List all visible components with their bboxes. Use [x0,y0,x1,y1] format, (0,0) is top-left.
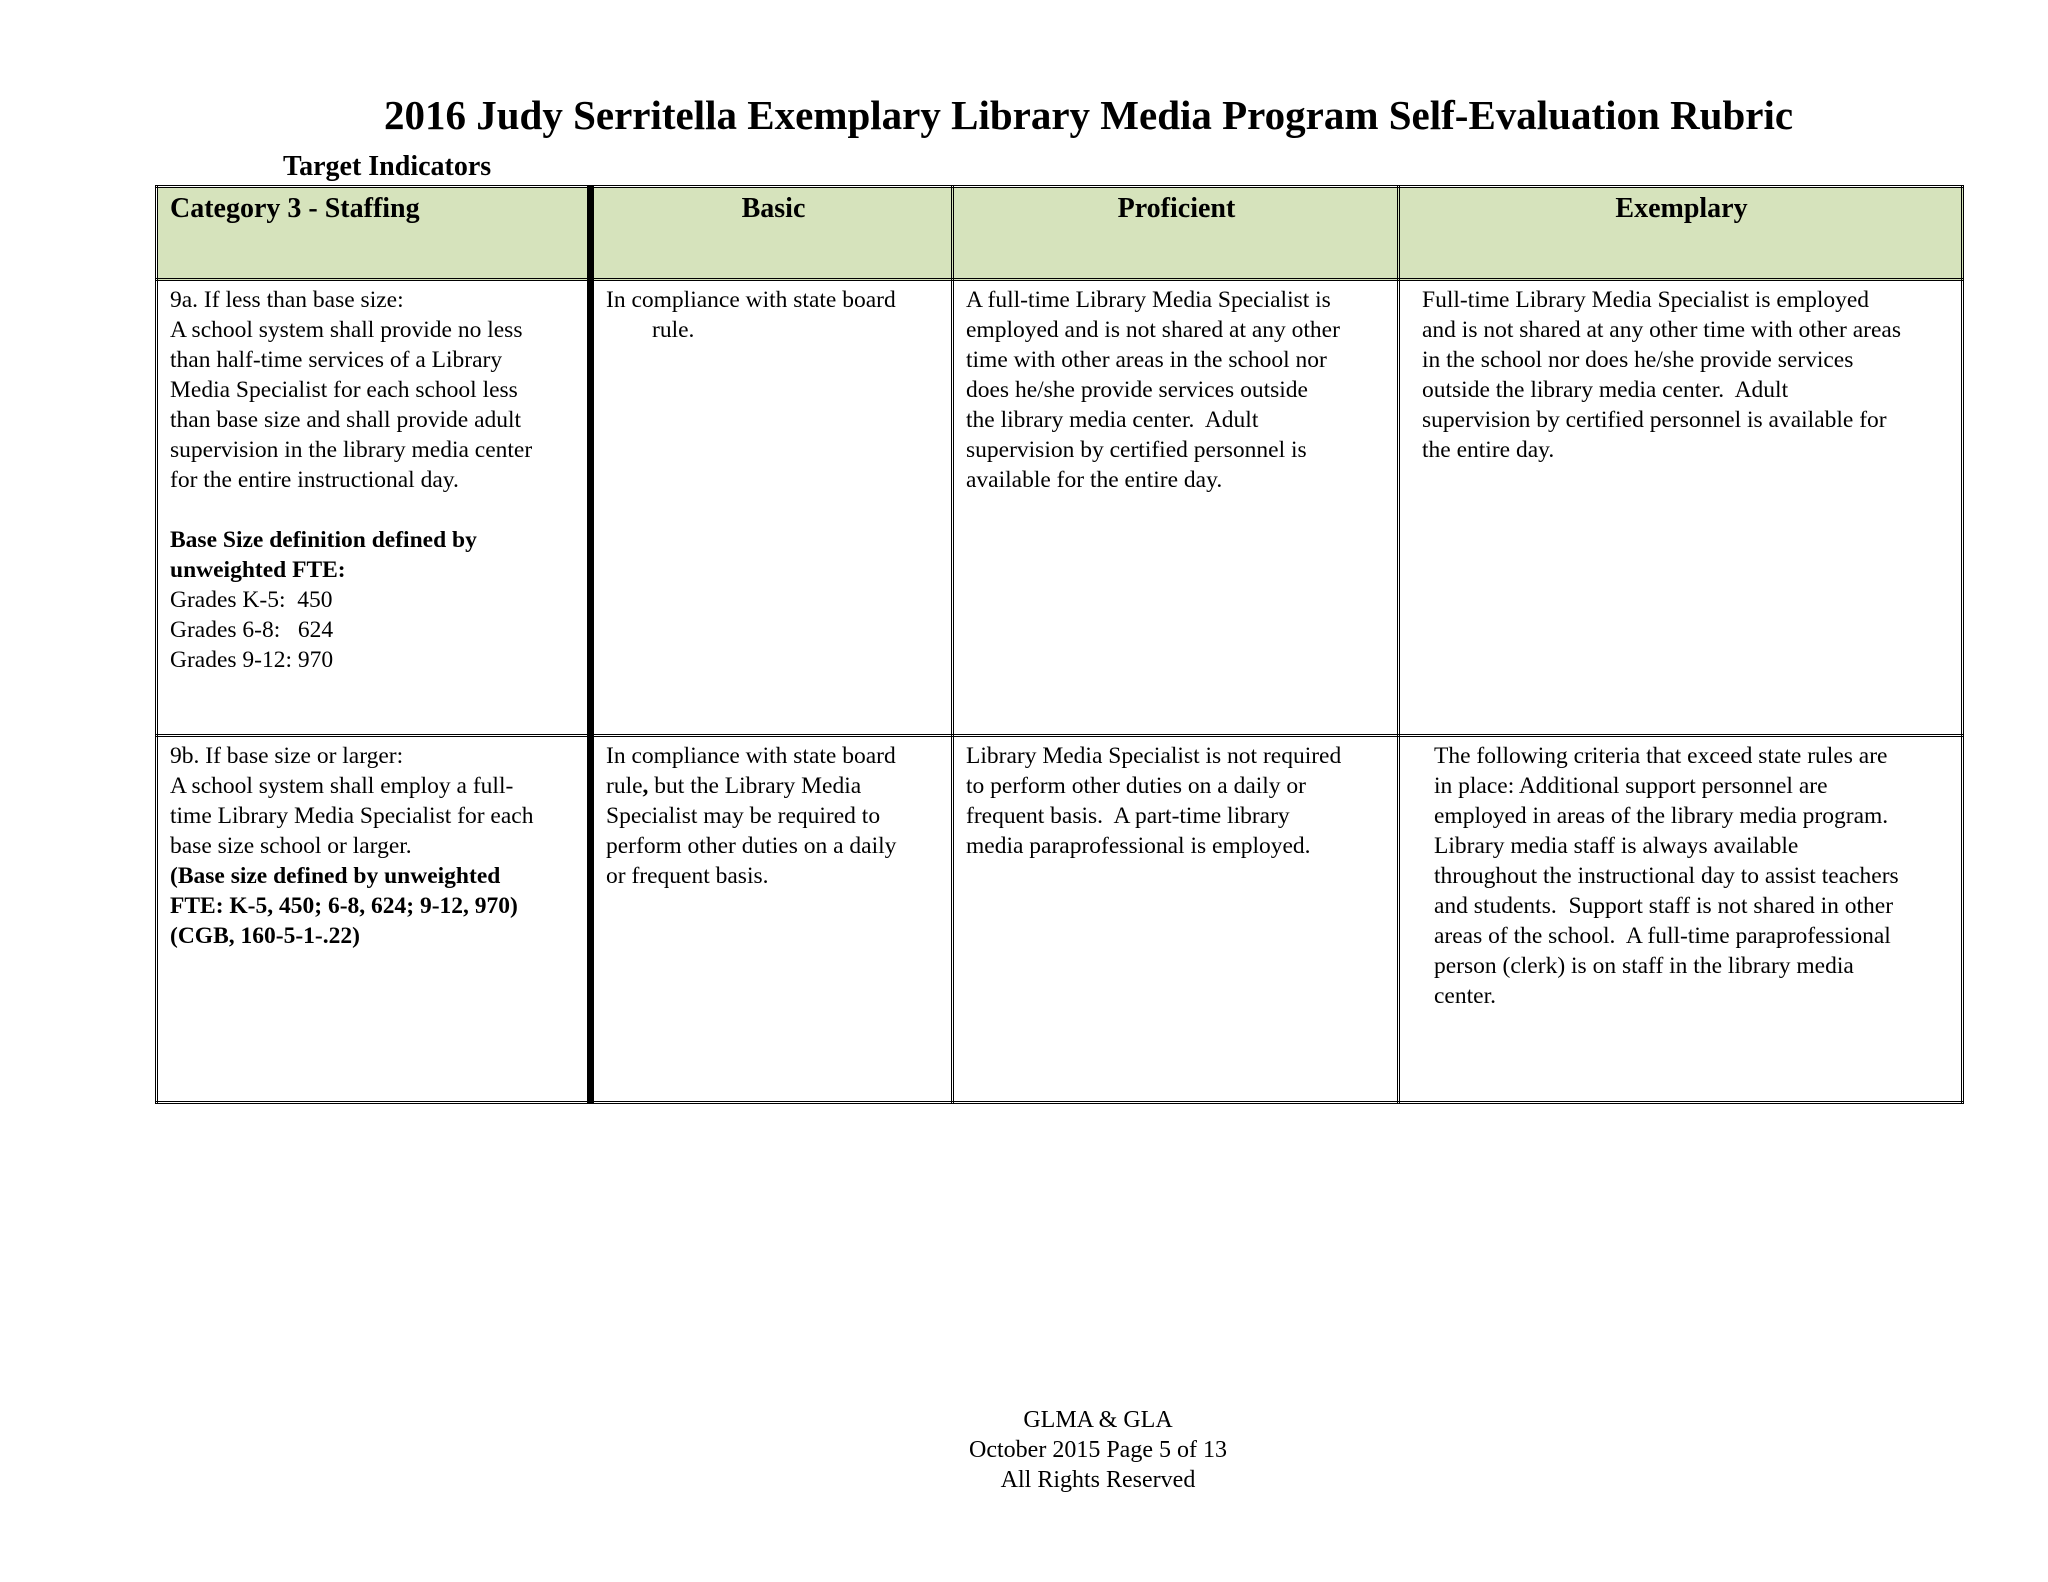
proficient-line: Library Media Specialist is not required [966,743,1342,769]
header-basic: Basic [591,187,953,280]
proficient-line: supervision by certified personnel is [966,437,1307,463]
indicator-line: time Library Media Specialist for each [170,803,534,829]
indicator-line: A school system shall provide no less [170,317,523,343]
cell-9a-exemplary [1399,280,1963,736]
grade-line: Grades 9-12: 970 [170,647,334,673]
indicator-line: Media Specialist for each school less [170,377,518,403]
basic-line: or frequent basis. [606,863,769,889]
definition-line: (Base size defined by unweighted [170,863,501,889]
page-subtitle: Target Indicators [283,151,492,182]
proficient-line: does he/she provide services outside [966,377,1308,403]
cell-9b-proficient [953,736,1399,1103]
exemplary-line: and is not shared at any other time with other areas [1422,317,1901,343]
header-exemplary: Exemplary [1399,187,1963,280]
exemplary-line: in place: Additional support personnel are [1434,773,1828,799]
proficient-line: time with other areas in the school nor [966,347,1327,373]
basic-word: rule [606,773,643,799]
proficient-line: available for the entire day. [966,467,1223,493]
page-title: 2016 Judy Serritella Exemplary Library Media Program Self-Evaluation Rubric [384,92,1794,138]
indicator-line: for the entire instructional day. [170,467,459,493]
indicator-line: base size school or larger. [170,833,412,859]
cell-9b-indicator [157,736,591,1103]
exemplary-line: throughout the instructional day to assist teachers [1434,863,1899,889]
grade-line: Grades 6-8: 624 [170,617,334,643]
basic-line: In compliance with state board [606,743,896,769]
basic-line: rule. [652,317,695,343]
cell-9a-indicator [157,280,591,736]
exemplary-line: Library media staff is always available [1434,833,1799,859]
table-row-9b [157,736,1963,1103]
exemplary-line: supervision by certified personnel is available for [1422,407,1887,433]
proficient-line: the library media center. Adult [966,407,1259,433]
table-row-9a [157,280,1963,736]
header-proficient: Proficient [953,187,1399,280]
basic-rest: but the Library Media [648,773,862,799]
cell-9b-exemplary [1399,736,1963,1103]
spacer [170,495,577,525]
header-category: Category 3 - Staffing [157,187,591,280]
proficient-line: to perform other duties on a daily or [966,773,1307,799]
definition-line: (CGB, 160-5-1-.22) [170,923,360,949]
footer-rights: All Rights Reserved [1000,1467,1196,1493]
definition-line: FTE: K-5, 450; 6-8, 624; 9-12, 970) [170,893,518,919]
footer-page-number: October 2015 Page 5 of 13 [969,1437,1227,1463]
indicator-line: than base size and shall provide adult [170,407,522,433]
proficient-line: employed and is not shared at any other [966,317,1340,343]
indicator-line: 9a. If less than base size: [170,287,404,313]
basic-line: Specialist may be required to [606,803,881,829]
indicator-line: A school system shall employ a full- [170,773,514,799]
indicator-line: than half-time services of a Library [170,347,503,373]
exemplary-line: and students. Support staff is not shared in other [1434,893,1894,919]
exemplary-line: outside the library media center. Adult [1422,377,1789,403]
indicator-line: supervision in the library media center [170,437,533,463]
definition-heading: unweighted FTE: [170,557,346,583]
basic-line: In compliance with state board [606,287,896,313]
basic-line [606,771,941,801]
footer-org: GLMA & GLA [1023,1407,1173,1433]
proficient-line: media paraprofessional is employed. [966,833,1311,859]
exemplary-line: center. [1434,983,1496,1009]
exemplary-line: the entire day. [1422,437,1555,463]
exemplary-line: areas of the school. A full-time paraprofessional [1434,923,1891,949]
cell-9a-basic [591,280,953,736]
exemplary-line: The following criteria that exceed state rules are [1434,743,1888,769]
exemplary-line: person (clerk) is on staff in the library media [1434,953,1854,979]
basic-comma: , [642,773,649,799]
grade-line: Grades K-5: 450 [170,587,333,613]
basic-line: perform other duties on a daily [606,833,897,859]
rubric-table [155,185,1964,1104]
exemplary-line: employed in areas of the library media program. [1434,803,1889,829]
exemplary-line: in the school nor does he/she provide services [1422,347,1854,373]
proficient-line: frequent basis. A part-time library [966,803,1290,829]
cell-9b-basic [591,736,953,1103]
page-footer [0,1405,2048,1495]
header-row [157,187,1963,280]
cell-9a-proficient [953,280,1399,736]
indicator-line: 9b. If base size or larger: [170,743,404,769]
exemplary-line: Full-time Library Media Specialist is employed [1422,287,1870,313]
proficient-line: A full-time Library Media Specialist is [966,287,1331,313]
definition-heading: Base Size definition defined by [170,527,477,553]
